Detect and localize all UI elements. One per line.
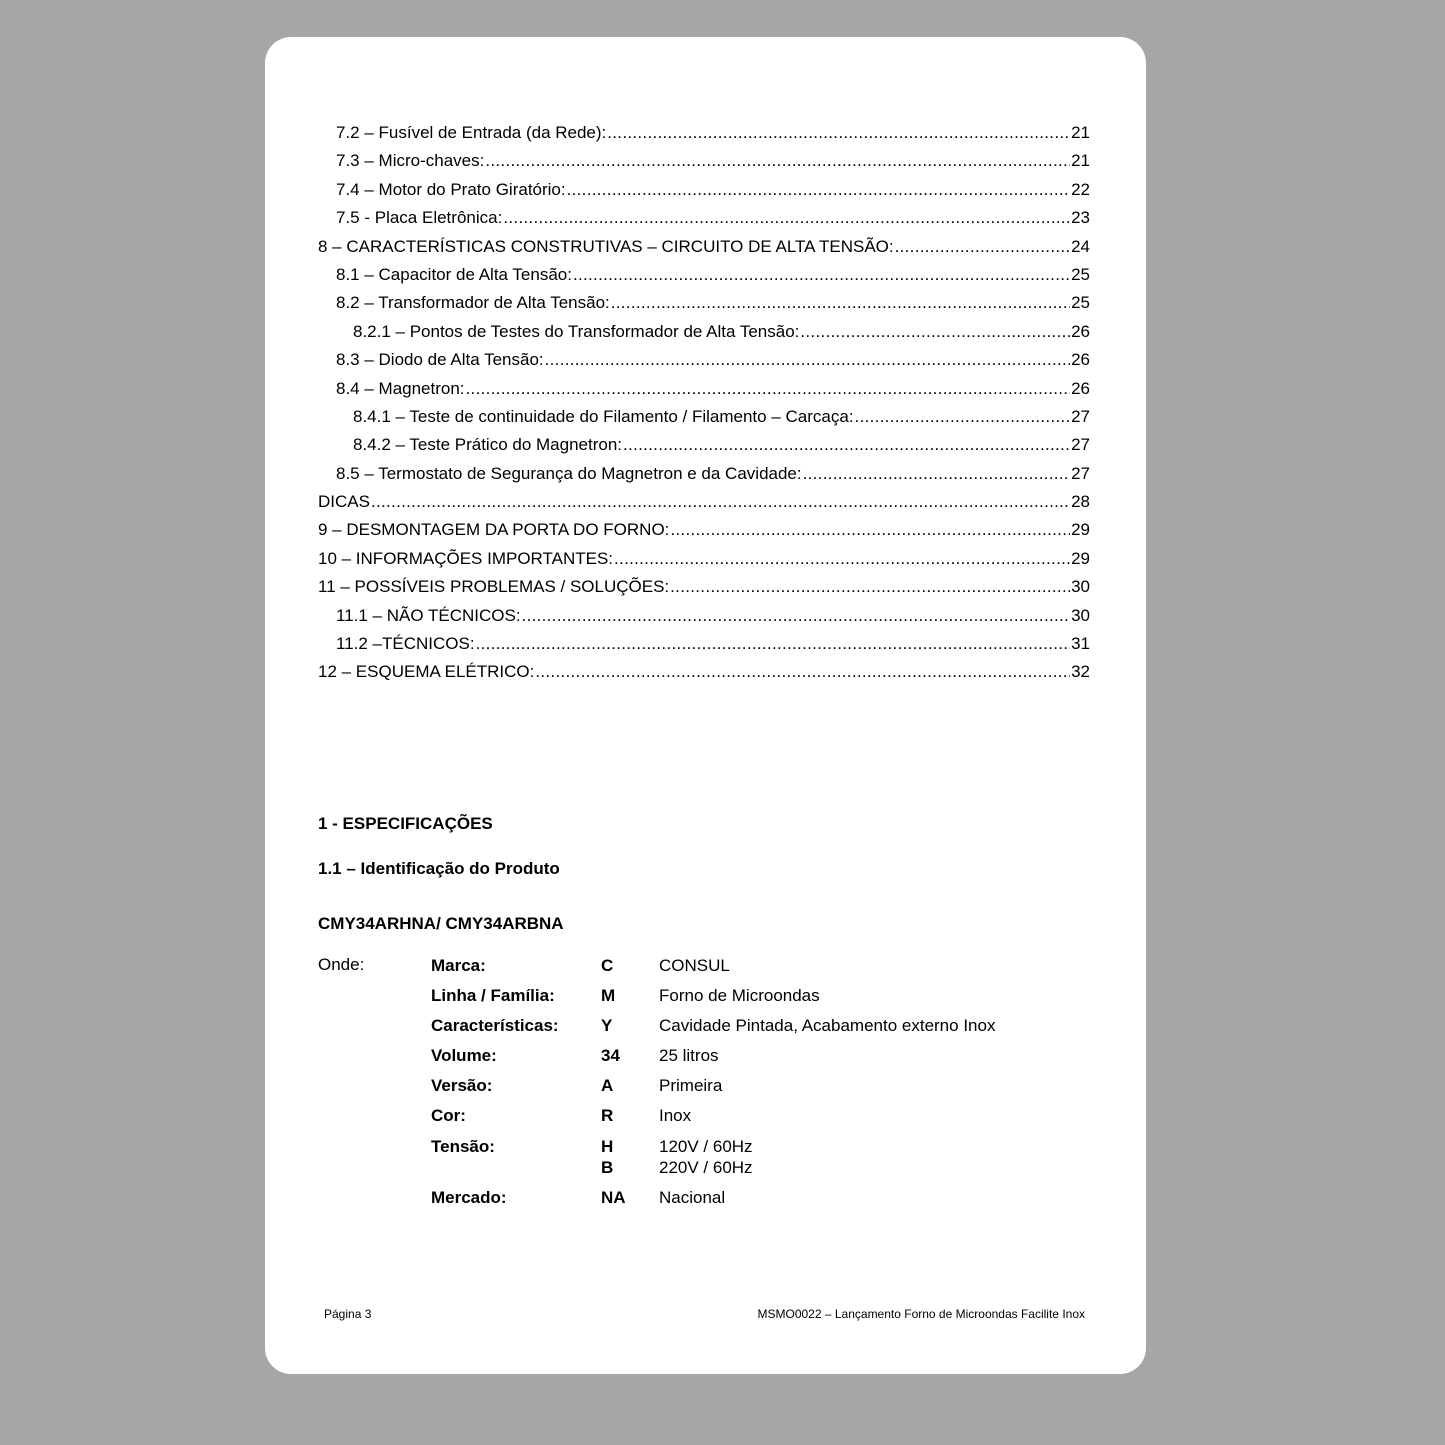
- model-number: CMY34ARHNA/ CMY34ARBNA: [318, 914, 564, 933]
- toc-entry-page: 27: [1071, 435, 1090, 455]
- spec-code: Y: [601, 1016, 613, 1036]
- spec-codes: [601, 1045, 659, 1067]
- spec-code: C: [601, 956, 614, 975]
- toc-entry[interactable]: [318, 403, 1090, 431]
- footer-document-title: MSMO0022 – Lançamento Forno de Microondas Facilite Inox: [757, 1307, 1085, 1321]
- spec-label: Cor:: [431, 1106, 466, 1126]
- spec-codes: [601, 1075, 659, 1097]
- spec-row: [431, 1045, 1071, 1067]
- spec-code: 34: [601, 1046, 620, 1066]
- spec-row: [431, 1187, 1071, 1209]
- toc-leader-dots: [614, 545, 1070, 573]
- toc-entry-page: 27: [1071, 463, 1090, 483]
- toc-entry-page: 30: [1071, 577, 1090, 597]
- toc-leader-dots: [567, 176, 1070, 204]
- toc-entry-title: 8.4.1 – Teste de continuidade do Filamento / Filamento – Carcaça:: [353, 406, 854, 426]
- toc-entry-title: 8.5 – Termostato de Segurança do Magnetron e da Cavidade:: [336, 463, 802, 483]
- toc-entry[interactable]: [318, 176, 1090, 204]
- toc-entry-title: 8.4.2 – Teste Prático do Magnetron:: [353, 435, 623, 455]
- spec-table: [431, 955, 1071, 1217]
- spec-codes: [601, 1015, 659, 1037]
- toc-leader-dots: [607, 119, 1070, 147]
- toc-entry-title: 7.2 – Fusível de Entrada (da Rede):: [336, 123, 607, 142]
- toc-entry-page: 29: [1071, 548, 1090, 568]
- section-subheading: 1.1 – Identificação do Produto: [318, 859, 560, 878]
- toc-entry-page: 29: [1071, 520, 1090, 540]
- spec-label: Volume:: [431, 1046, 497, 1066]
- spec-value: Primeira: [659, 1076, 723, 1096]
- spec-code: B: [601, 1158, 614, 1178]
- toc-entry[interactable]: [318, 318, 1090, 346]
- toc-entry-page: 28: [1071, 492, 1090, 512]
- toc-entry-title: 7.5 - Placa Eletrônica:: [336, 208, 503, 228]
- toc-entry-title: 8.4 – Magnetron:: [336, 378, 465, 398]
- toc-entry[interactable]: [318, 431, 1090, 459]
- spec-row: [431, 1105, 1071, 1127]
- spec-code: H: [601, 1136, 614, 1156]
- document-page: [265, 37, 1146, 1374]
- toc-entry[interactable]: [318, 516, 1090, 544]
- toc-leader-dots: [855, 403, 1071, 431]
- spec-code: R: [601, 1106, 614, 1126]
- toc-entry-page: 24: [1071, 236, 1090, 256]
- toc-leader-dots: [670, 573, 1070, 601]
- toc-entry[interactable]: [318, 488, 1090, 516]
- spec-codes: [601, 985, 659, 1007]
- toc-entry-title: 8.2.1 – Pontos de Testes do Transformador de Alta Tensão:: [353, 321, 800, 341]
- toc-entry[interactable]: [318, 119, 1090, 147]
- toc-leader-dots: [800, 318, 1070, 346]
- spec-codes: [601, 1136, 659, 1179]
- toc-entry-page: 30: [1071, 605, 1090, 625]
- toc-leader-dots: [522, 602, 1071, 630]
- spec-value: Cavidade Pintada, Acabamento externo Inox: [659, 1016, 996, 1036]
- toc-entry-page: 22: [1071, 179, 1090, 199]
- toc-leader-dots: [466, 375, 1071, 403]
- spec-values: [659, 985, 1071, 1007]
- spec-label: Tensão:: [431, 1136, 495, 1156]
- spec-label: Marca:: [431, 956, 486, 975]
- spec-code: M: [601, 986, 616, 1006]
- spec-values: [659, 1187, 1071, 1209]
- toc-leader-dots: [476, 630, 1071, 658]
- toc-entry-page: 26: [1071, 378, 1090, 398]
- toc-entry-title: 7.3 – Micro-chaves:: [336, 151, 485, 171]
- toc-entry[interactable]: [318, 147, 1090, 175]
- toc-entry-title: 8.1 – Capacitor de Alta Tensão:: [336, 264, 572, 284]
- toc-entry[interactable]: [318, 204, 1090, 232]
- spec-value: 220V / 60Hz: [659, 1158, 753, 1178]
- spec-code: NA: [601, 1188, 626, 1208]
- spec-values: [659, 1045, 1071, 1067]
- toc-entry-page: 31: [1071, 634, 1090, 654]
- spec-values: [659, 955, 1071, 977]
- toc-entry-title: 11.2 –TÉCNICOS:: [336, 634, 475, 654]
- toc-leader-dots: [573, 261, 1070, 289]
- toc-entry-title: 12 – ESQUEMA ELÉTRICO:: [318, 662, 535, 682]
- spec-row: [431, 985, 1071, 1007]
- table-of-contents: [318, 119, 1090, 687]
- toc-entry-title: 11.1 – NÃO TÉCNICOS:: [336, 605, 521, 625]
- spec-row: [431, 1136, 1071, 1179]
- spec-values: [659, 1105, 1071, 1127]
- toc-entry[interactable]: [318, 630, 1090, 658]
- toc-entry-title: DICAS: [318, 492, 370, 512]
- spec-label: Características:: [431, 1016, 559, 1036]
- toc-leader-dots: [623, 431, 1070, 459]
- footer-page-number: Página 3: [324, 1307, 372, 1321]
- spec-codes: [601, 955, 659, 977]
- section-heading: 1 - ESPECIFICAÇÕES: [318, 814, 493, 833]
- toc-entry[interactable]: [318, 602, 1090, 630]
- spec-label: Versão:: [431, 1076, 493, 1096]
- toc-entry[interactable]: [318, 460, 1090, 488]
- toc-entry-title: 11 – POSSÍVEIS PROBLEMAS / SOLUÇÕES:: [318, 577, 670, 597]
- toc-entry-title: 9 – DESMONTAGEM DA PORTA DO FORNO:: [318, 520, 670, 540]
- spec-row: [431, 955, 1071, 977]
- spec-value: Inox: [659, 1106, 692, 1126]
- toc-leader-dots: [485, 147, 1070, 175]
- toc-entry-page: 25: [1071, 264, 1090, 284]
- toc-entry-page: 27: [1071, 406, 1090, 426]
- spec-label: Mercado:: [431, 1188, 507, 1208]
- toc-entry-title: 7.4 – Motor do Prato Giratório:: [336, 179, 566, 199]
- spec-value: Forno de Microondas: [659, 986, 820, 1006]
- toc-entry-page: 25: [1071, 293, 1090, 313]
- toc-entry-page: 26: [1071, 350, 1090, 370]
- toc-entry-page: 21: [1071, 151, 1090, 171]
- toc-leader-dots: [895, 233, 1070, 261]
- spec-row: [431, 1015, 1071, 1037]
- toc-entry-page: 23: [1071, 208, 1090, 228]
- toc-leader-dots: [503, 204, 1070, 232]
- spec-value: CONSUL: [659, 956, 730, 975]
- spec-value: Nacional: [659, 1188, 726, 1208]
- spec-values: [659, 1015, 1071, 1037]
- toc-entry-page: 26: [1071, 321, 1090, 341]
- toc-entry[interactable]: [318, 573, 1090, 601]
- toc-entry-title: 8 – CARACTERÍSTICAS CONSTRUTIVAS – CIRCUITO DE ALTA TENSÃO:: [318, 236, 894, 256]
- toc-leader-dots: [611, 289, 1070, 317]
- spec-codes: [601, 1187, 659, 1209]
- spec-values: [659, 1136, 1071, 1179]
- spec-value: 25 litros: [659, 1046, 719, 1066]
- spec-code: A: [601, 1076, 614, 1096]
- toc-entry[interactable]: [318, 289, 1090, 317]
- toc-leader-dots: [535, 658, 1070, 686]
- spec-row: [431, 1075, 1071, 1097]
- toc-entry[interactable]: [318, 233, 1090, 261]
- toc-entry-title: 8.2 – Transformador de Alta Tensão:: [336, 293, 610, 313]
- toc-entry[interactable]: [318, 375, 1090, 403]
- toc-leader-dots: [670, 516, 1070, 544]
- toc-entry-page: 32: [1071, 662, 1090, 682]
- toc-entry[interactable]: [318, 261, 1090, 289]
- spec-value: 120V / 60Hz: [659, 1136, 753, 1156]
- toc-leader-dots: [545, 346, 1070, 374]
- onde-label: Onde:: [318, 955, 365, 974]
- spec-label: Linha / Família:: [431, 986, 555, 1006]
- toc-entry-title: 10 – INFORMAÇÕES IMPORTANTES:: [318, 548, 614, 568]
- toc-entry-page: 21: [1071, 123, 1090, 142]
- spec-codes: [601, 1105, 659, 1127]
- toc-leader-dots: [371, 488, 1070, 516]
- toc-leader-dots: [803, 460, 1070, 488]
- toc-entry[interactable]: [318, 545, 1090, 573]
- toc-entry[interactable]: [318, 658, 1090, 686]
- toc-entry[interactable]: [318, 346, 1090, 374]
- spec-values: [659, 1075, 1071, 1097]
- toc-entry-title: 8.3 – Diodo de Alta Tensão:: [336, 350, 544, 370]
